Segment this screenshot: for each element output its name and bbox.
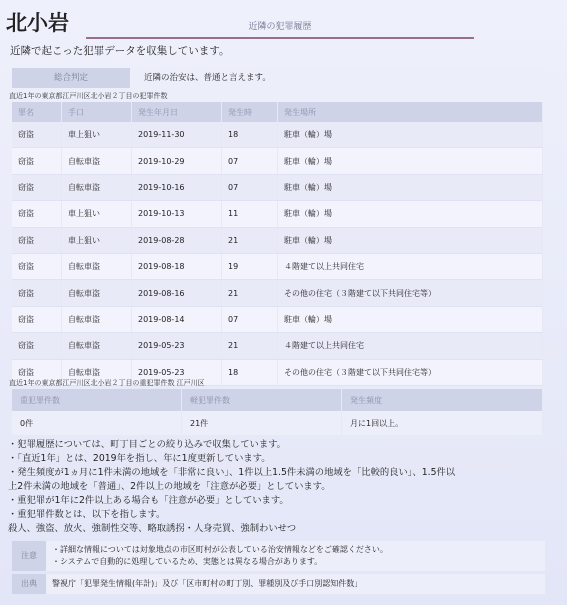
table-row (12, 228, 543, 254)
col-header-date: 発生年月日 (132, 102, 222, 122)
notice-text (46, 541, 545, 571)
note-line: ・重犯罪件数とは、以下を指します。 (8, 509, 166, 520)
header (4, 8, 484, 38)
notes-list (8, 438, 560, 536)
cell-crime: 窃盗 (12, 148, 62, 174)
col-header-light: 軽犯罪件数 (182, 389, 342, 411)
col-header-frequency: 発生頻度 (342, 389, 543, 411)
col-header-method: 手口 (62, 102, 132, 122)
cell-crime: 窃盗 (12, 201, 62, 227)
cell-method: 自転車盗 (62, 175, 132, 201)
cell-hour: 07 (222, 307, 278, 333)
col-header-place: 発生場所 (278, 102, 543, 122)
cell-date: 2019-08-14 (132, 307, 222, 333)
cell-hour: 21 (222, 280, 278, 306)
cell-method: 自転車盗 (62, 307, 132, 333)
summary-row (12, 68, 545, 88)
cell-place: 駐車（輪）場 (278, 148, 543, 174)
intro-text: 近隣で起こった犯罪データを収集しています。 (10, 45, 230, 57)
cell-crime: 窃盗 (12, 360, 62, 386)
cell-crime: 窃盗 (12, 254, 62, 280)
cell-place: 駐車（輪）場 (278, 122, 543, 148)
cell-date: 2019-05-23 (132, 333, 222, 359)
heavy-table-caption: 直近1年の東京都江戸川区北小岩２丁目の重犯罪件数 江戸川区 (9, 379, 205, 387)
table-row (12, 307, 543, 333)
cell-crime: 窃盗 (12, 228, 62, 254)
cell-method: 車上狙い (62, 122, 132, 148)
cell-hour: 07 (222, 175, 278, 201)
table-row (12, 280, 543, 306)
cell-place: 駐車（輪）場 (278, 175, 543, 201)
cell-hour: 21 (222, 333, 278, 359)
note-line: ・発生頻度が1ヵ月に1件未満の地域を「非常に良い」、1件以上1.5件未満の地域を「比較的良い」、1.5件以 (8, 467, 456, 478)
col-header-heavy: 重犯罪件数 (12, 389, 182, 411)
table-row (12, 333, 543, 359)
cell-date: 2019-10-13 (132, 201, 222, 227)
table-row (12, 175, 543, 201)
cell-date: 2019-08-18 (132, 254, 222, 280)
table-row (12, 148, 543, 174)
cell-hour: 11 (222, 201, 278, 227)
source-label: 出典 (12, 574, 46, 594)
heavy-crime-table (12, 389, 543, 435)
light-count: 21件 (182, 411, 342, 435)
cell-date: 2019-05-23 (132, 360, 222, 386)
cell-hour: 07 (222, 148, 278, 174)
heavy-count: 0件 (12, 411, 182, 435)
notice-line: ・詳細な情報については対象地点の市区町村が公表している治安情報などをご確認ください。 (52, 545, 388, 554)
heavy-table-header (12, 389, 543, 411)
cell-hour: 19 (222, 254, 278, 280)
notice-box (12, 541, 545, 571)
frequency-value: 月に1回以上。 (342, 411, 543, 435)
cell-method: 自転車盗 (62, 360, 132, 386)
source-text: 警視庁「犯罪発生情報(年計)」及び「区市町村の町丁別、罪種別及び手口別認知件数」 (46, 574, 545, 594)
table-row (12, 201, 543, 227)
note-line: 上2件未満の地域を「普通」、2件以上の地域を「注意が必要」としています。 (8, 481, 331, 492)
cell-method: 車上狙い (62, 228, 132, 254)
cell-hour: 18 (222, 122, 278, 148)
source-box (12, 574, 545, 594)
cell-crime: 窃盗 (12, 122, 62, 148)
cell-method: 自転車盗 (62, 333, 132, 359)
cell-date: 2019-10-29 (132, 148, 222, 174)
note-line: 殺人、強盗、放火、強制性交等、略取誘拐・人身売買、強制わいせつ (8, 523, 297, 534)
note-line: ・「直近1年」とは、2019年を指し、年に1度更新しています。 (8, 453, 271, 464)
cell-date: 2019-11-30 (132, 122, 222, 148)
section-title: 近隣の犯罪履歴 (86, 15, 474, 39)
cell-date: 2019-08-28 (132, 228, 222, 254)
cell-hour: 21 (222, 228, 278, 254)
cell-place: その他の住宅（３階建て以下共同住宅等） (278, 280, 543, 306)
note-line: ・重犯罪が1年に2件以上ある場合も「注意が必要」としています。 (8, 495, 289, 506)
cell-place: 駐車（輪）場 (278, 307, 543, 333)
notice-label: 注意 (12, 541, 46, 571)
cell-place: ４階建て以上共同住宅 (278, 333, 543, 359)
crime-table (12, 102, 543, 386)
table-row (12, 254, 543, 280)
cell-method: 車上狙い (62, 201, 132, 227)
note-line: ・犯罪履歴については、町丁目ごとの絞り込みで収集しています。 (8, 439, 286, 450)
cell-method: 自転車盗 (62, 280, 132, 306)
cell-hour: 18 (222, 360, 278, 386)
cell-method: 自転車盗 (62, 148, 132, 174)
cell-date: 2019-10-16 (132, 175, 222, 201)
col-header-hour: 発生時 (222, 102, 278, 122)
notice-line: ・システムで自動的に処理しているため、実態とは異なる場合があります。 (52, 557, 323, 566)
crime-table-header (12, 102, 543, 122)
cell-place: その他の住宅（３階建て以下共同住宅等） (278, 360, 543, 386)
cell-place: 駐車（輪）場 (278, 228, 543, 254)
area-name: 北小岩 (6, 11, 69, 35)
cell-place: ４階建て以上共同住宅 (278, 254, 543, 280)
table-row (12, 122, 543, 148)
cell-method: 自転車盗 (62, 254, 132, 280)
col-header-crime: 罪名 (12, 102, 62, 122)
crime-table-caption: 直近1年の東京都江戸川区北小岩２丁目の犯罪件数 (9, 92, 168, 100)
cell-crime: 窃盗 (12, 280, 62, 306)
table-row (12, 411, 543, 435)
cell-crime: 窃盗 (12, 175, 62, 201)
cell-crime: 窃盗 (12, 307, 62, 333)
cell-place: 駐車（輪）場 (278, 201, 543, 227)
summary-value: 近隣の治安は、普通と言えます。 (130, 68, 545, 88)
cell-crime: 窃盗 (12, 333, 62, 359)
cell-date: 2019-08-16 (132, 280, 222, 306)
summary-label: 総合判定 (12, 68, 130, 88)
